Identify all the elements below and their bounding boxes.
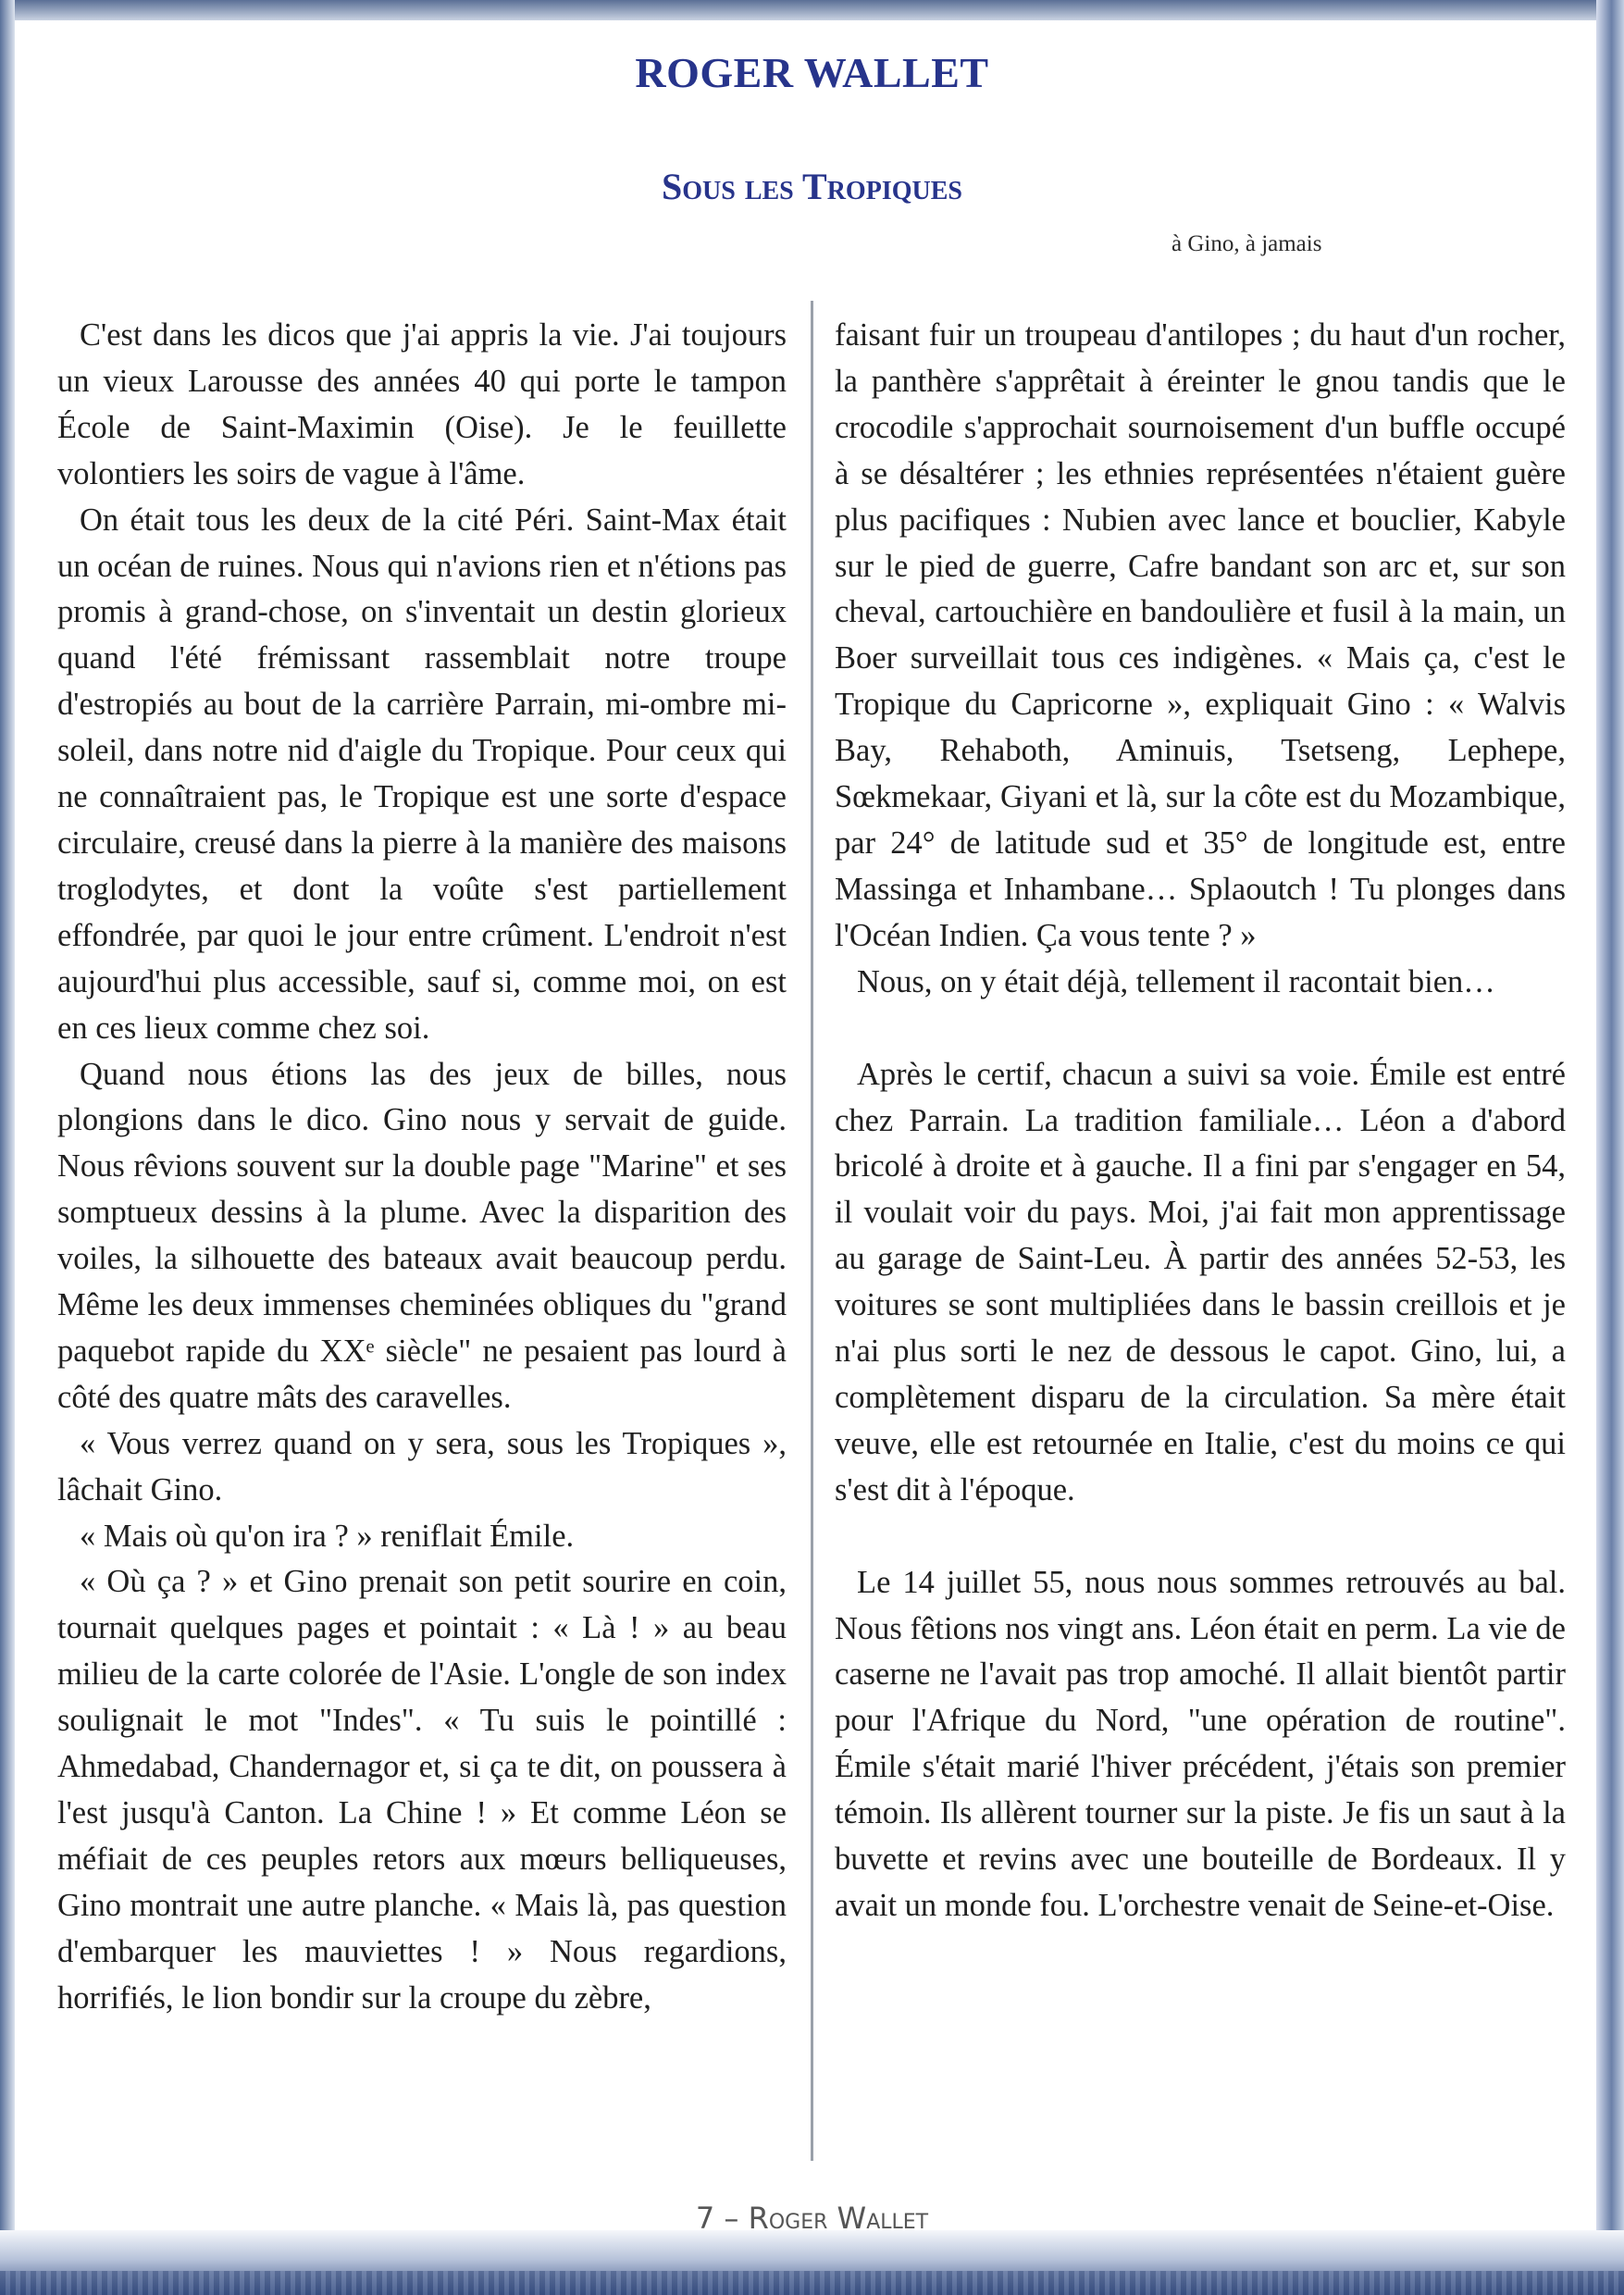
left-column xyxy=(57,313,787,2022)
page-number: 7 xyxy=(695,2201,715,2236)
paragraph: Nous, on y était déjà, tellement il racontait bien… xyxy=(857,963,1495,999)
page-border-top xyxy=(0,0,1624,20)
page-border-right xyxy=(1596,0,1624,2295)
paragraph: Le 14 juillet 55, nous nous sommes retrouvés au bal. Nous fêtions nos vingt ans. Léon était en perm. La vie de caserne ne l'avait pas trop amoché. Il allait bientôt partir pour l'Afrique du Nord, "une opération de routine". Émile s'était marié l'hiver précédent, j'étais son premier témoin. Ils allèrent tourner sur la piste. Je fis un saut à la buvette et revins avec une bouteille de Bordeaux. Il y avait un monde fou. L'orchestre venait de Seine-et-Oise. xyxy=(835,1564,1566,1923)
running-head: Roger Wallet xyxy=(748,2201,929,2236)
page-border-left xyxy=(0,0,15,2295)
dedication: à Gino, à jamais xyxy=(1172,231,1322,256)
paragraph: Quand nous étions las des jeux de billes, nous plongions dans le dico. Gino nous y servait de guide. Nous rêvions souvent sur la double page "Marine" et ses somptueux dessins à la plume. Avec la disparition des voiles, la silhouette des bateaux avait beaucoup perdu. Même les deux immenses cheminées obliques du "grand paquebot rapide du XXᵉ siècle" ne pesaient pas lourd à côté des quatre mâts des caravelles. xyxy=(57,1056,787,1415)
paragraph: « Mais où qu'on ira ? » reniflait Émile. xyxy=(80,1518,575,1554)
page-border-bottom xyxy=(0,2230,1624,2295)
paragraph: « Où ça ? » et Gino prenait son petit sourire en coin, tournait quelques pages et pointait : « Là ! » au beau milieu de la carte colorée de l'Asie. L'ongle de son index soulignait le mot "Indes". « Tu suis le pointillé : Ahmedabad, Chandernagor et, si ça te dit, on poussera à l'est jusqu'à Canton. La Chine ! » Et comme Léon se méfiait de ces peuples retors aux mœurs belliqueuses, Gino montrait une autre planche. « Mais là, pas question d'embarquer les mauviettes ! » Nous regardions, horrifiés, le lion bondir sur la croupe du zèbre, xyxy=(57,1564,787,2016)
author-heading: ROGER WALLET xyxy=(635,49,989,96)
section-break xyxy=(835,1006,1566,1052)
paragraph: « Vous verrez quand on y sera, sous les Tropiques », lâchait Gino. xyxy=(57,1425,787,1507)
column-divider xyxy=(811,301,813,2161)
page-footer xyxy=(0,2201,1624,2236)
paragraph: Après le certif, chacun a suivi sa voie. Émile est entré chez Parrain. La tradition familiale… Léon a d'abord bricolé à droite et à gauche. Il a fini par s'engager en 54, il voulait voir du pays. Moi, j'ai fait mon apprentissage au garage de Saint-Leu. À partir des années 52-53, les voitures se sont multipliées dans le bassin creillois et je n'ai plus sorti le nez de dessous le capot. Gino, lui, a complètement disparu de la circulation. Sa mère était veuve, elle est retournée en Italie, c'est du moins ce qui s'est dit à l'époque. xyxy=(835,1056,1566,1507)
right-column xyxy=(835,313,1566,1929)
paragraph: On était tous les deux de la cité Péri. Saint-Max était un océan de ruines. Nous qui n'avions rien et n'étions pas promis à grand-chose, on s'inventait un destin glorieux quand l'été frémissant rassemblait notre troupe d'estropiés au bout de la carrière Parrain, mi-ombre mi-soleil, dans notre nid d'aigle du Tropique. Pour ceux qui ne connaîtraient pas, le Tropique est une sorte d'espace circulaire, creusé dans la pierre à la manière des maisons troglodytes, et dont la voûte s'est partiellement effondrée, par quoi le jour entre crûment. L'endroit n'est aujourd'hui plus accessible, sauf si, comme moi, on est en ces lieux comme chez soi. xyxy=(57,502,787,1046)
paragraph: C'est dans les dicos que j'ai appris la vie. J'ai toujours un vieux Larousse des années 40 qui porte le tampon École de Saint-Maximin (Oise). Je le feuillette volontiers les soirs de vague à l'âme. xyxy=(57,317,787,491)
paragraph-continuation: faisant fuir un troupeau d'antilopes ; du haut d'un rocher, la panthère s'apprêtait à éreinter le gnou tandis que le crocodile s'approchait sournoisement d'un buffle occupé à se désaltérer ; les ethnies représentées n'étaient guère plus pacifiques : Nubien avec lance et bouclier, Kabyle sur le pied de guerre, Cafre bandant son arc et, sur son cheval, cartouchière en bandoulière et fusil à la main, un Boer surveillait tous ces indigènes. « Mais ça, c'est le Tropique du Capricorne », expliquait Gino : « Walvis Bay, Rehaboth, Aminuis, Tsetseng, Lephepe, Sœkmekaar, Giyani et là, sur la côte est du Mozambique, par 24° de latitude sud et 35° de longitude est, entre Massinga et Inhambane… Splaoutch ! Tu plonges dans l'Océan Indien. Ça vous tente ? » xyxy=(835,317,1566,953)
section-break xyxy=(835,1514,1566,1560)
footer-separator: – xyxy=(724,2201,739,2236)
story-title: Sous les Tropiques xyxy=(662,166,962,207)
